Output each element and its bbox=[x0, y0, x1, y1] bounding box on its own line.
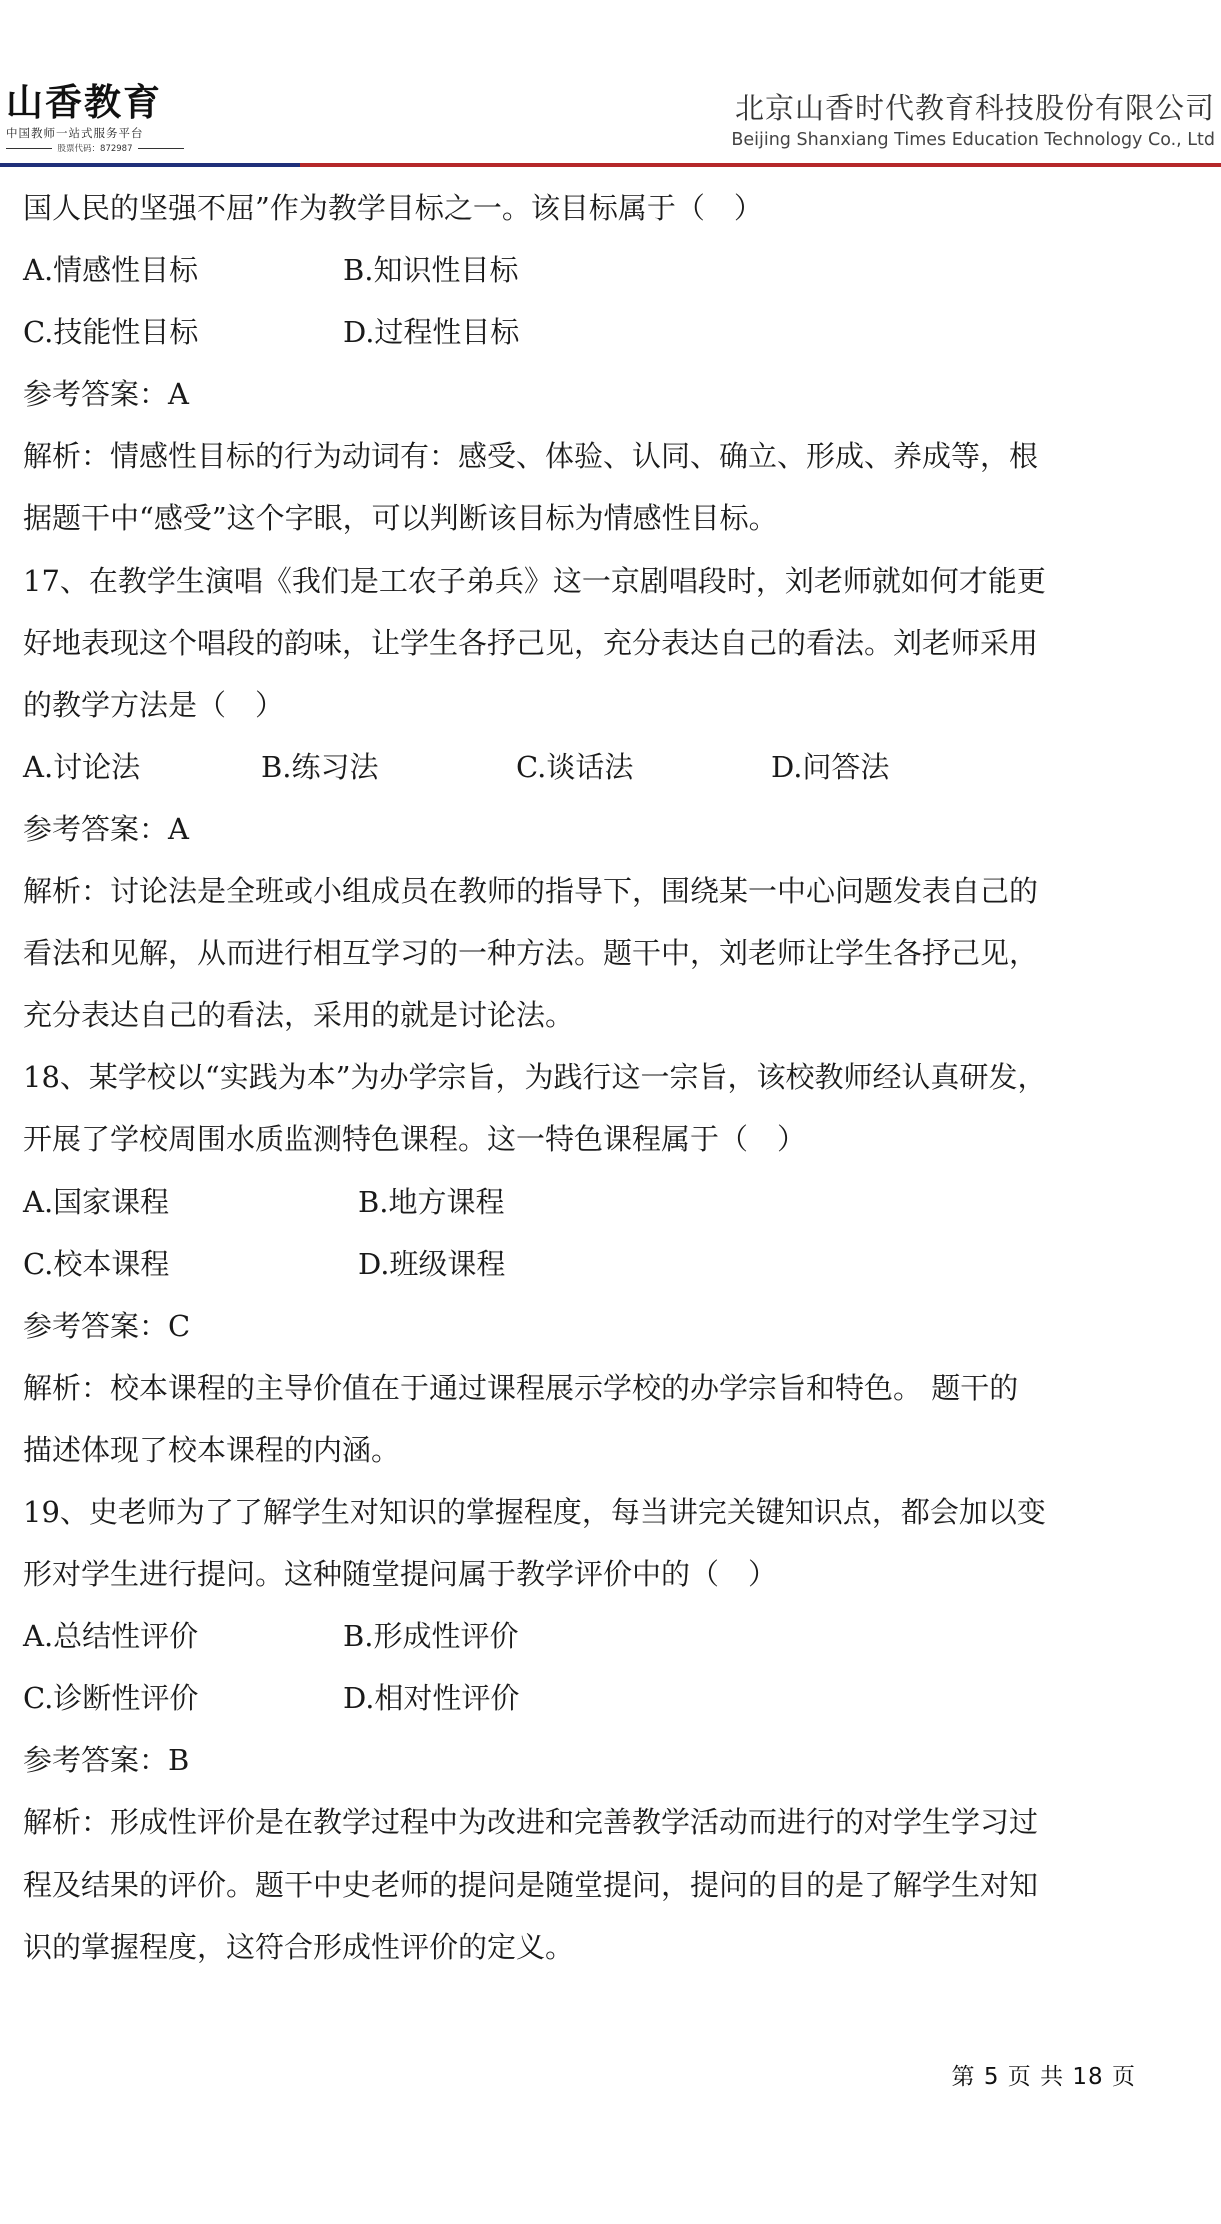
q18-option-b: B.地方课程 bbox=[358, 1184, 505, 1219]
document-body bbox=[23, 177, 1133, 1978]
q16-option-b: B.知识性目标 bbox=[343, 253, 519, 288]
q17-explanation-line: 解析：讨论法是全班或小组成员在教师的指导下，围绕某一中心问题发表自己的 bbox=[23, 874, 1039, 909]
shanxiang-logo bbox=[6, 82, 184, 154]
q17-answer: 参考答案：A bbox=[23, 811, 189, 846]
q16-answer: 参考答案：A bbox=[23, 377, 189, 412]
q19-explanation-line: 程及结果的评价。题干中史老师的提问是随堂提问，提问的目的是了解学生对知 bbox=[23, 1867, 1039, 1902]
logo-slogan: 中国教师一站式服务平台 bbox=[6, 126, 144, 140]
q18-option-c: C.校本课程 bbox=[23, 1246, 170, 1281]
q18-answer: 参考答案：C bbox=[23, 1308, 191, 1343]
q18-options-row-2 bbox=[23, 1233, 1133, 1295]
question-17-stem-line: 17、在教学生演唱《我们是工农子弟兵》这一京剧唱段时，刘老师就如何才能更 bbox=[23, 563, 1046, 598]
q17-options-row bbox=[23, 736, 1133, 798]
q18-option-d: D.班级课程 bbox=[358, 1246, 506, 1281]
q19-option-b: B.形成性评价 bbox=[343, 1619, 519, 1654]
q16-explanation-line: 解析：情感性目标的行为动词有：感受、体验、认同、确立、形成、养成等，根 bbox=[23, 439, 1039, 474]
q17-option-a: A.讨论法 bbox=[23, 749, 141, 784]
q19-option-a: A.总结性评价 bbox=[23, 1619, 199, 1654]
q19-explanation-line: 解析：形成性评价是在教学过程中为改进和完善教学活动而进行的对学生学习过 bbox=[23, 1805, 1039, 1840]
company-name-cn: 北京山香时代教育科技股份有限公司 bbox=[734, 91, 1215, 125]
logo-stock-code-row bbox=[6, 142, 184, 154]
question-18-stem-line: 18、某学校以“实践为本”为办学宗旨，为践行这一宗旨，该校教师经认真研发， bbox=[23, 1060, 1047, 1095]
q19-options-row-1 bbox=[23, 1605, 1133, 1667]
q18-explanation-line: 解析：校本课程的主导价值在于通过课程展示学校的办学宗旨和特色。 题干的 bbox=[23, 1370, 1019, 1405]
q17-option-c: C.谈话法 bbox=[516, 749, 634, 784]
q17-explanation-line: 充分表达自己的看法，采用的就是讨论法。 bbox=[23, 998, 575, 1033]
header-rule-red bbox=[300, 163, 1221, 167]
q16-option-a: A.情感性目标 bbox=[23, 253, 199, 288]
q19-options-row-2 bbox=[23, 1667, 1133, 1729]
q17-option-d: D.问答法 bbox=[771, 749, 890, 784]
question-19-stem-line: 19、史老师为了了解学生对知识的掌握程度，每当讲完关键知识点，都会加以变 bbox=[23, 1494, 1046, 1529]
q17-explanation-line: 看法和见解，从而进行相互学习的一种方法。题干中，刘老师让学生各抒己见， bbox=[23, 936, 1039, 971]
page-header bbox=[0, 0, 1221, 170]
q18-option-a: A.国家课程 bbox=[23, 1184, 170, 1219]
question-19-stem-line: 形对学生进行提问。这种随堂提问属于教学评价中的（ ） bbox=[23, 1557, 778, 1592]
header-rule-blue bbox=[0, 163, 300, 167]
question-18-stem-line: 开展了学校周围水质监测特色课程。这一特色课程属于（ ） bbox=[23, 1122, 807, 1157]
q16-option-d: D.过程性目标 bbox=[343, 315, 520, 350]
company-name bbox=[731, 90, 1215, 152]
q18-explanation-line: 描述体现了校本课程的内涵。 bbox=[23, 1432, 401, 1467]
q16-explanation-line: 据题干中“感受”这个字眼，可以判断该目标为情感性目标。 bbox=[23, 501, 778, 536]
q18-options-row-1 bbox=[23, 1171, 1133, 1233]
q16-option-c: C.技能性目标 bbox=[23, 315, 199, 350]
q19-option-d: D.相对性评价 bbox=[343, 1681, 520, 1716]
logo-title: 山香教育 bbox=[6, 81, 162, 124]
q17-option-b: B.练习法 bbox=[261, 749, 379, 784]
logo-stock-code: 股票代码：872987 bbox=[57, 144, 133, 154]
company-name-en: Beijing Shanxiang Times Education Technology Co., Ltd bbox=[731, 130, 1215, 150]
q19-explanation-line: 识的掌握程度，这符合形成性评价的定义。 bbox=[23, 1929, 575, 1964]
logo-divider-right bbox=[138, 148, 184, 149]
question-17-stem-line: 的教学方法是（ ） bbox=[23, 687, 285, 722]
q19-answer: 参考答案：B bbox=[23, 1743, 190, 1778]
logo-divider-left bbox=[6, 148, 52, 149]
question-16-stem-end: 国人民的坚强不屈”作为教学目标之一。该目标属于（ ） bbox=[23, 191, 763, 225]
question-17-stem-line: 好地表现这个唱段的韵味，让学生各抒己见，充分表达自己的看法。刘老师采用 bbox=[23, 625, 1039, 660]
page-number: 第 5 页 共 18 页 bbox=[951, 2064, 1136, 2090]
q16-options-row-2 bbox=[23, 301, 1133, 363]
q19-option-c: C.诊断性评价 bbox=[23, 1681, 199, 1716]
q16-options-row-1 bbox=[23, 239, 1133, 301]
